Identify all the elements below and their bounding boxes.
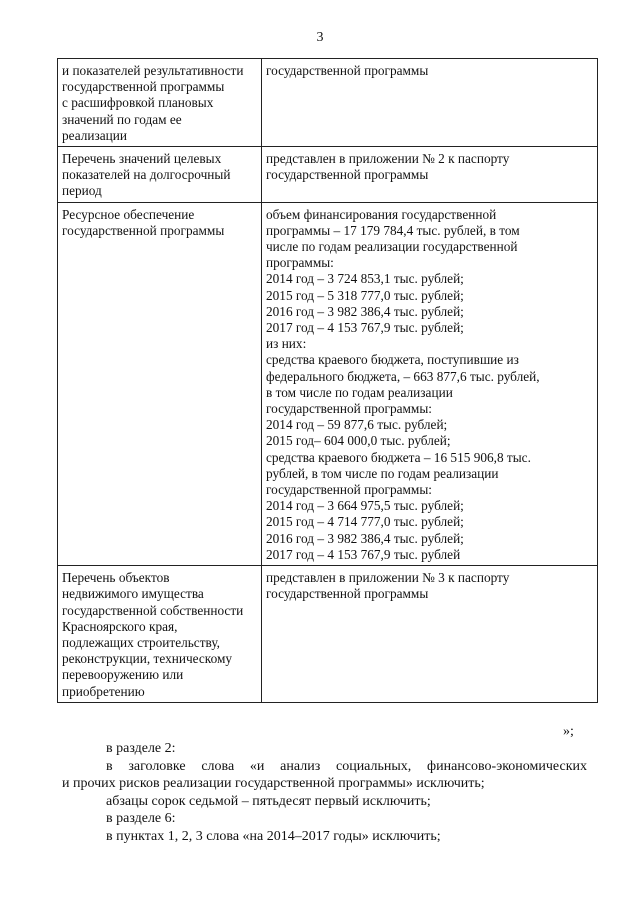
cell-line: программы – 17 179 784,4 тыс. рублей, в том [266,222,520,238]
cell-line: реализации [62,127,127,143]
cell-line: перевооружению или [62,667,184,683]
cell-line: в том числе по годам реализации [266,384,453,400]
row-value-cell [262,147,598,203]
passport-table [57,58,598,703]
cell-line: период [62,183,102,199]
cell-line: 2016 год – 3 982 386,4 тыс. рублей; [266,303,464,319]
cell-line: федерального бюджета, – 663 877,6 тыс. рублей, [266,368,540,384]
row-label-cell [58,59,262,147]
row-value-cell [262,202,598,565]
table-row [58,202,598,565]
cell-line: показателей на долгосрочный [62,167,231,183]
paragraph-points-exclude: в пунктах 1, 2, 3 слова «на 2014–2017 годы» исключить; [106,828,441,844]
cell-line: 2017 год – 4 153 767,9 тыс. рублей; [266,320,464,336]
row-label-cell [58,202,262,565]
cell-line: объем финансирования государственной [266,206,497,222]
cell-line: средства краевого бюджета, поступившие из [266,352,519,368]
cell-line: государственной программы [62,222,225,238]
cell-line: и показателей результативности [62,63,244,78]
cell-line: государственной программы: [266,482,432,498]
cell-line: государственной собственности [62,602,244,618]
table-row [58,147,598,203]
paragraph-abzats-exclude: абзацы сорок седьмой – пятьдесят первый исключить; [106,793,431,809]
cell-line: государственной программы [62,79,225,95]
cell-line: 2015 год – 4 714 777,0 тыс. рублей; [266,514,464,530]
cell-line: 2014 год – 3 664 975,5 тыс. рублей; [266,498,464,514]
cell-line: государственной программы [266,586,429,602]
row-label-cell [58,566,262,703]
cell-line: Перечень объектов [62,570,170,586]
cell-line: 2017 год – 4 153 767,9 тыс. рублей [266,546,461,562]
cell-line: Перечень значений целевых [62,151,222,167]
cell-line: государственной программы [266,63,429,78]
closing-quote: »; [563,724,574,739]
cell-line: программы: [266,255,334,271]
cell-line: реконструкции, техническому [62,651,233,667]
cell-line: средства краевого бюджета – 16 515 906,8 тыс. [266,449,531,465]
row-label-cell [58,147,262,203]
cell-line: приобретению [62,683,145,699]
cell-line: государственной программы [266,167,429,183]
cell-line: подлежащих строительству, [62,634,220,650]
cell-line: 2014 год – 3 724 853,1 тыс. рублей; [266,271,464,287]
cell-line: государственной программы: [266,401,432,417]
cell-line: значений по годам ее [62,111,182,127]
cell-line: 2016 год – 3 982 386,4 тыс. рублей; [266,530,464,546]
cell-line: недвижимого имущества [62,586,204,602]
row-value-cell [262,566,598,703]
amendment-paragraphs [62,740,587,845]
table-row [58,59,598,147]
cell-line: из них: [266,336,307,352]
row-value-cell [262,59,598,147]
paragraph-section-2: в разделе 2: [106,741,176,756]
paragraph-line: в заголовке слова «и анализ социальных, финансово-экономических [106,758,587,774]
cell-line: числе по годам реализации государственной [266,239,518,255]
cell-line: Красноярского края, [62,618,178,634]
cell-line: представлен в приложении № 2 к паспорту [266,151,510,167]
paragraph-heading-change-cont: и прочих рисков реализации государственной программы» исключить; [62,776,485,791]
cell-line: рублей, в том числе по годам реализации [266,465,499,481]
cell-line: 2015 год– 604 000,0 тыс. рублей; [266,433,451,449]
cell-line: Ресурсное обеспечение [62,206,195,222]
page-number: 3 [316,30,324,45]
paragraph-heading-change [62,758,587,776]
cell-line: 2015 год – 5 318 777,0 тыс. рублей; [266,287,464,303]
cell-line: 2014 год – 59 877,6 тыс. рублей; [266,417,448,433]
cell-line: представлен в приложении № 3 к паспорту [266,570,510,586]
cell-line: с расшифровкой плановых [62,95,214,111]
table-row [58,566,598,703]
paragraph-section-6: в разделе 6: [106,811,176,826]
